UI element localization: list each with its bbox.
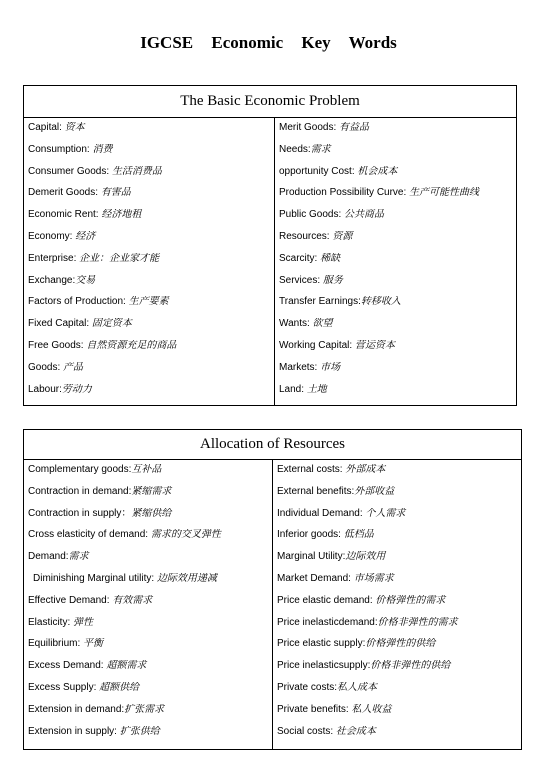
right-term-column (275, 118, 517, 406)
term-english: opportunity Cost: (279, 165, 358, 177)
term-entry (273, 595, 521, 617)
term-chinese: 公共商品 (344, 209, 385, 221)
term-chinese: 消费 (92, 143, 113, 155)
term-chinese: 弹性 (73, 616, 94, 628)
term-entry (273, 704, 521, 726)
term-entry (275, 275, 516, 297)
term-english: Services: (279, 274, 323, 286)
term-entry (275, 318, 516, 340)
term-chinese: 边际效用递减 (156, 572, 217, 584)
term-entry (275, 122, 516, 144)
term-chinese: 服务 (322, 274, 343, 286)
term-chinese: 个人需求 (365, 507, 406, 519)
term-entry (24, 508, 272, 530)
term-entry (273, 529, 521, 551)
term-entry (273, 617, 521, 639)
term-english: Land: (279, 383, 307, 395)
term-chinese: 需求 (310, 143, 331, 155)
term-english: Contraction in supply： (28, 507, 132, 519)
term-entry (24, 704, 272, 726)
term-entry (275, 296, 516, 318)
term-english: Elasticity: (28, 616, 74, 628)
term-english: Demerit Goods: (28, 187, 101, 199)
term-english: Cross elasticity of demand: (28, 529, 151, 541)
section-heading: The Basic Economic Problem (24, 86, 517, 118)
term-chinese: 交易 (75, 274, 96, 286)
term-english: Complementary goods: (28, 464, 132, 475)
term-entry (24, 595, 272, 617)
term-entry (24, 486, 272, 508)
term-chinese: 生活消费品 (111, 165, 162, 177)
term-english: Diminishing Marginal utility: (33, 572, 157, 584)
term-chinese: 生产要素 (128, 296, 169, 308)
term-entry (273, 486, 521, 508)
term-chinese: 生产可能性曲线 (409, 187, 480, 199)
term-english: Labour: (28, 383, 62, 395)
term-chinese: 市场 (320, 361, 341, 373)
term-chinese: 扩张供给 (119, 725, 160, 737)
term-chinese: 价格非弹性的供给 (370, 660, 451, 672)
term-entry (275, 144, 516, 166)
term-chinese: 经济地租 (101, 209, 142, 221)
term-entry (24, 464, 272, 486)
term-chinese: 经济 (75, 230, 96, 242)
term-entry (273, 464, 521, 486)
term-entry (24, 384, 274, 406)
term-entry (24, 275, 274, 297)
term-chinese: 私人收益 (351, 703, 392, 715)
allocation-of-resources-table (23, 429, 522, 750)
left-term-column (24, 118, 275, 406)
term-chinese: 产品 (63, 361, 84, 373)
term-english: Price elastic demand: (277, 594, 376, 606)
term-chinese: 边际效用 (345, 551, 386, 563)
term-english: Price inelasticsupply: (277, 660, 371, 672)
term-english: Excess Supply: (28, 681, 100, 693)
term-entry (24, 362, 274, 384)
term-chinese: 欲望 (312, 318, 333, 330)
term-entry (24, 209, 274, 231)
term-chinese: 资本 (64, 122, 85, 133)
term-english: Capital: (28, 122, 65, 133)
term-chinese: 有益品 (339, 122, 370, 133)
term-english: Private benefits: (277, 703, 352, 715)
term-english: Inferior goods: (277, 529, 344, 541)
term-entry (275, 231, 516, 253)
basic-economic-problem-table (23, 85, 517, 406)
term-entry (273, 682, 521, 704)
term-english: Factors of Production: (28, 296, 129, 308)
term-english: Extension in demand: (28, 703, 125, 715)
term-entry (24, 340, 274, 362)
term-entry (273, 508, 521, 530)
term-entry (24, 122, 274, 144)
term-entry (24, 529, 272, 551)
term-entry (275, 340, 516, 362)
left-term-column (24, 460, 273, 750)
term-chinese: 需求 (68, 551, 89, 563)
term-english: External costs: (277, 464, 346, 475)
term-chinese: 紧缩需求 (131, 485, 172, 497)
term-chinese: 超额供给 (99, 681, 140, 693)
term-english: Demand: (28, 551, 69, 563)
term-chinese: 稀缺 (320, 252, 341, 264)
term-chinese: 机会成本 (357, 165, 398, 177)
term-chinese: 需求的交叉弹性 (150, 529, 221, 541)
term-entry (24, 187, 274, 209)
term-english: Enterprise: (28, 252, 80, 264)
term-entry (24, 660, 272, 682)
term-chinese: 平衡 (83, 638, 104, 650)
term-entry (275, 384, 516, 406)
term-entry (24, 318, 274, 340)
term-entry (24, 617, 272, 639)
term-english: Merit Goods: (279, 122, 340, 133)
term-entry (24, 682, 272, 704)
term-english: Price elastic supply: (277, 638, 366, 650)
term-entry (275, 209, 516, 231)
term-entry (275, 362, 516, 384)
term-english: Effective Demand: (28, 594, 113, 606)
term-english: Working Capital: (279, 339, 355, 351)
term-chinese: 土地 (306, 383, 327, 395)
term-chinese: 私人成本 (337, 681, 378, 693)
term-entry (24, 573, 272, 595)
term-english: Extension in supply: (28, 725, 120, 737)
term-chinese: 企业：企业家才能 (79, 252, 160, 264)
term-chinese: 价格非弹性的需求 (377, 616, 458, 628)
term-chinese: 价格弹性的供给 (365, 638, 436, 650)
term-english: Economic Rent: (28, 209, 102, 221)
term-english: Scarcity: (279, 252, 321, 264)
term-chinese: 有害品 (100, 187, 131, 199)
term-english: Market Demand: (277, 572, 354, 584)
term-english: Free Goods: (28, 339, 87, 351)
term-chinese: 自然资源充足的商品 (86, 339, 177, 351)
term-english: Production Possibility Curve: (279, 187, 410, 199)
term-chinese: 低档品 (343, 529, 374, 541)
term-english: Marginal Utility: (277, 551, 346, 563)
term-english: Exchange: (28, 274, 76, 286)
term-english: Consumption: (28, 143, 93, 155)
term-chinese: 营运资本 (354, 339, 395, 351)
term-chinese: 社会成本 (335, 725, 376, 737)
right-term-column (273, 460, 522, 750)
term-english: Economy: (28, 230, 76, 242)
term-entry (24, 253, 274, 275)
term-english: Consumer Goods: (28, 165, 112, 177)
term-english: Equilibrium: (28, 638, 84, 650)
term-entry (273, 726, 521, 748)
term-chinese: 扩张需求 (124, 703, 165, 715)
term-english: Transfer Earnings: (279, 296, 361, 308)
term-english: Individual Demand: (277, 507, 366, 519)
term-entry (24, 551, 272, 573)
term-chinese: 资源 (332, 230, 353, 242)
term-chinese: 市场需求 (353, 572, 394, 584)
term-chinese: 劳动力 (61, 383, 92, 395)
term-english: Resources: (279, 230, 333, 242)
term-chinese: 固定资本 (91, 318, 132, 330)
term-entry (273, 638, 521, 660)
page-title: IGCSE Economic Key Words (140, 33, 397, 52)
term-entry (273, 660, 521, 682)
term-chinese: 价格弹性的需求 (375, 594, 446, 606)
term-entry (24, 296, 274, 318)
term-entry (275, 187, 516, 209)
term-entry (275, 253, 516, 275)
term-entry (275, 166, 516, 188)
term-english: Excess Demand: (28, 660, 107, 672)
term-english: Private costs: (277, 681, 338, 693)
term-entry (24, 231, 274, 253)
term-entry (273, 573, 521, 595)
term-chinese: 外部成本 (345, 464, 386, 475)
term-chinese: 超额需求 (106, 660, 147, 672)
term-english: External benefits: (277, 485, 355, 497)
term-english: Needs: (279, 143, 311, 155)
term-chinese: 转移收入 (360, 296, 401, 308)
term-entry (24, 166, 274, 188)
term-chinese: 互补品 (131, 464, 162, 475)
term-entry (273, 551, 521, 573)
term-entry (24, 726, 272, 748)
term-chinese: 外部收益 (354, 485, 395, 497)
term-english: Contraction in demand: (28, 485, 132, 497)
term-english: Wants: (279, 318, 313, 330)
term-english: Markets: (279, 361, 321, 373)
term-entry (24, 638, 272, 660)
term-english: Public Goods: (279, 209, 345, 221)
term-chinese: 有效需求 (112, 594, 153, 606)
term-english: Social costs: (277, 725, 336, 737)
term-english: Goods: (28, 361, 64, 373)
term-entry (24, 144, 274, 166)
term-english: Price inelasticdemand: (277, 616, 378, 628)
term-chinese: 紧缩供给 (131, 507, 172, 519)
term-english: Fixed Capital: (28, 318, 92, 330)
section-heading: Allocation of Resources (24, 430, 522, 460)
